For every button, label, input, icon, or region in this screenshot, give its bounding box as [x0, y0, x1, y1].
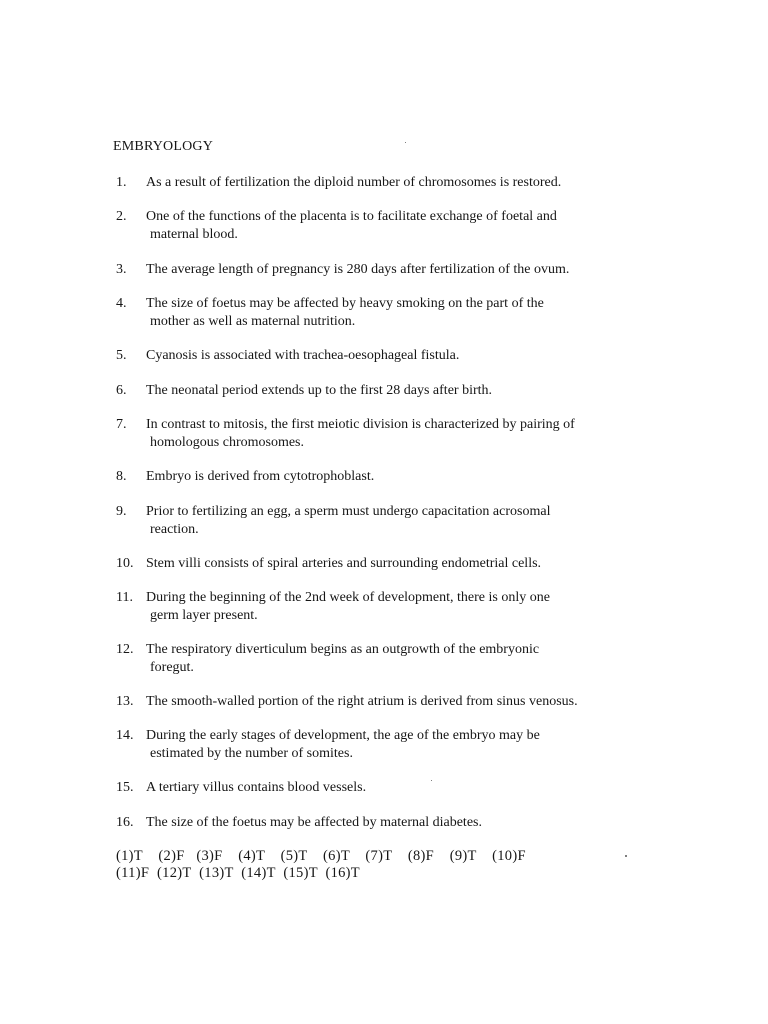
question-item [116, 174, 636, 192]
question-text [146, 174, 636, 192]
question-line-2: reaction. [150, 522, 199, 537]
question-text [146, 503, 636, 539]
question-text [146, 347, 636, 365]
question-text [146, 468, 636, 486]
question-line-1: The size of the foetus may be affected by maternal diabetes. [146, 815, 482, 830]
question-line-2: mother as well as maternal nutrition. [150, 314, 356, 329]
scan-speck [625, 855, 627, 857]
question-line-2: estimated by the number of somites. [150, 746, 353, 761]
question-number: 9. [116, 504, 127, 519]
question-text [146, 727, 636, 763]
question-number: 1. [116, 175, 127, 190]
question-number: 16. [116, 815, 134, 830]
question-number: 8. [116, 469, 127, 484]
question-line-1: The neonatal period extends up to the first 28 days after birth. [146, 383, 493, 398]
question-line-2: foregut. [150, 660, 194, 675]
question-text [146, 261, 636, 279]
question-text [146, 589, 636, 625]
question-line-1: A tertiary villus contains blood vessels. [146, 780, 367, 795]
question-item [116, 727, 636, 763]
question-line-2: homologous chromosomes. [150, 435, 304, 450]
question-line-1: Cyanosis is associated with trachea-oesophageal fistula. [146, 348, 460, 363]
question-line-1: Prior to fertilizing an egg, a sperm must undergo capacitation acrosomal [146, 504, 551, 519]
question-text [146, 382, 636, 400]
question-line-1: One of the functions of the placenta is to facilitate exchange of foetal and [146, 209, 557, 224]
question-number: 11. [116, 590, 133, 605]
question-item [116, 641, 636, 677]
question-line-1: Stem villi consists of spiral arteries and surrounding endometrial cells. [146, 556, 542, 571]
question-number: 4. [116, 296, 127, 311]
scan-speck [405, 142, 406, 143]
question-text [146, 641, 636, 677]
question-number: 5. [116, 348, 127, 363]
answer-key [116, 848, 526, 882]
question-line-2: germ layer present. [150, 608, 258, 623]
question-item [116, 468, 636, 486]
question-line-1: The respiratory diverticulum begins as an outgrowth of the embryonic [146, 642, 540, 657]
question-text [146, 416, 636, 452]
question-number: 13. [116, 694, 134, 709]
question-item [116, 261, 636, 279]
scan-speck [431, 780, 432, 781]
question-item [116, 503, 636, 539]
question-line-1: The size of foetus may be affected by heavy smoking on the part of the [146, 296, 544, 311]
question-number: 2. [116, 209, 127, 224]
question-line-1: During the beginning of the 2nd week of development, there is only one [146, 590, 550, 605]
question-line-1: During the early stages of development, the age of the embryo may be [146, 728, 540, 743]
question-number: 14. [116, 728, 134, 743]
question-number: 15. [116, 780, 134, 795]
answer-key-line-2: (11)F (12)T (13)T (14)T (15)T (16)T [116, 865, 360, 881]
question-line-1: The average length of pregnancy is 280 days after fertilization of the ovum. [146, 262, 570, 277]
question-text [146, 779, 636, 797]
question-number: 10. [116, 556, 134, 571]
question-line-2: maternal blood. [150, 227, 238, 242]
question-text [146, 693, 636, 711]
question-line-1: Embryo is derived from cytotrophoblast. [146, 469, 375, 484]
question-item [116, 347, 636, 365]
question-text [146, 814, 636, 832]
question-text [146, 295, 636, 331]
question-item [116, 555, 636, 573]
question-item [116, 693, 636, 711]
question-number: 7. [116, 417, 127, 432]
question-item [116, 779, 636, 797]
question-item [116, 416, 636, 452]
question-item [116, 814, 636, 832]
question-item [116, 589, 636, 625]
question-item [116, 382, 636, 400]
question-line-1: In contrast to mitosis, the first meiotic division is characterized by pairing of [146, 417, 575, 432]
question-line-1: As a result of fertilization the diploid number of chromosomes is restored. [146, 175, 562, 190]
question-text [146, 208, 636, 244]
question-line-1: The smooth-walled portion of the right atrium is derived from sinus venosus. [146, 694, 578, 709]
question-item [116, 295, 636, 331]
question-number: 6. [116, 383, 127, 398]
question-item [116, 208, 636, 244]
answer-key-line-1: (1)T (2)F (3)F (4)T (5)T (6)T (7)T (8)F (9)T (10)F [116, 848, 526, 864]
page-title: EMBRYOLOGY [113, 139, 214, 154]
question-number: 12. [116, 642, 134, 657]
question-text [146, 555, 636, 573]
question-number: 3. [116, 262, 127, 277]
